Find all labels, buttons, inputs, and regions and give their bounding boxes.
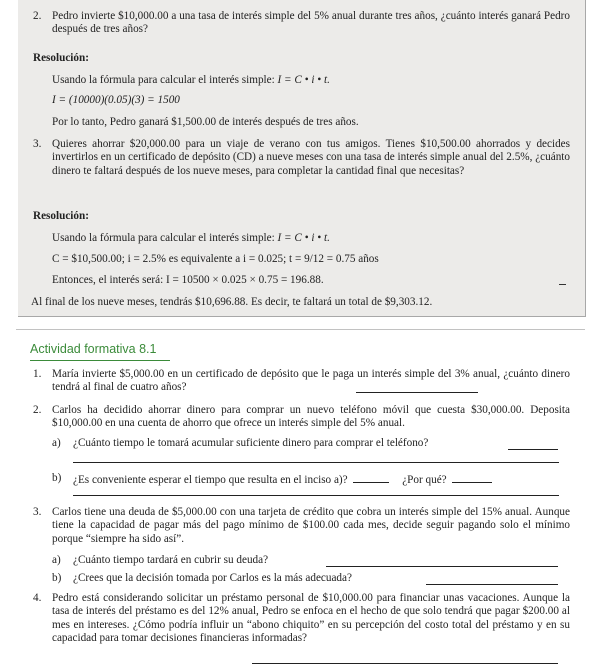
question-2a-answer-line[interactable] <box>73 462 559 463</box>
question-1-number: 1. <box>33 368 42 380</box>
question-3a-text: ¿Cuánto tiempo tardará en cubrir su deuda? <box>73 554 269 566</box>
question-2b-line <box>73 472 563 487</box>
resolution-2-heading: Resolución: <box>33 210 89 222</box>
question-1-text: María invierte $5,000.00 en un certificado de depósito que le paga un interés simple del 3% anual, ¿cuánto dinero tendrá al final de cuatro años? <box>52 368 570 394</box>
question-2b-text: ¿Es conveniente esperar el tiempo que resulta en el inciso a)? <box>73 474 348 486</box>
question-2a-answer-blank[interactable] <box>508 449 558 450</box>
resolution-1-conclusion: Por lo tanto, Pedro ganará $1,500.00 de interés después de tres años. <box>52 116 359 128</box>
decorative-dash <box>559 284 566 285</box>
question-3-text: Carlos tiene una deuda de $5,000.00 con una tarjeta de crédito que cobra un interés simple del 15% anual. Aunque tiene la capacidad de pagar más del pago mínimo de $100.00 cada mes, decide seguir pagando solo el mínimo porque “siempre ha sido así”. <box>52 506 570 545</box>
question-3-number: 3. <box>33 506 42 518</box>
question-2b-why: ¿Por qué? <box>402 474 447 486</box>
question-3b-text: ¿Crees que la decisión tomada por Carlos es la más adecuada? <box>73 572 352 584</box>
activity-title-underline <box>30 360 170 361</box>
question-3a-answer-blank[interactable] <box>326 566 558 567</box>
question-3a-label: a) <box>52 554 61 566</box>
problem-3-text: Quieres ahorrar $20,000.00 para un viaje de verano con tus amigos. Tienes $10,500.00 ahorrados y decides invertirlos en un certificado de depósito (CD) a nueve meses con una tasa de interés simple anual del 2.5%, ¿cuánto dinero te faltará después de los nueve meses, para completar la cantidad final que necesitas? <box>52 138 570 177</box>
question-2b-why-blank[interactable] <box>452 472 492 483</box>
resolution-2-values: C = $10,500.00; i = 2.5% es equivalente a i = 0.025; t = 9/12 = 0.75 años <box>52 253 379 265</box>
question-2b-answer-blank[interactable] <box>353 472 389 483</box>
question-2-text: Carlos ha decidido ahorrar dinero para comprar un nuevo teléfono móvil que cuesta $30,000.00. Deposita $10,000.00 en una cuenta de ahorro que ofrece un interés simple del 5% anual. <box>52 404 570 430</box>
resolution-2-interest: Entonces, el interés será: I = 10500 × 0.025 × 0.75 = 196.88. <box>52 274 324 286</box>
question-2a-label: a) <box>52 437 61 449</box>
problem-2-text: Pedro invierte $10,000.00 a una tasa de interés simple del 5% anual durante tres años, ¿cuánto interés ganará Pedro después de tres años? <box>52 10 570 36</box>
problem-3-number: 3. <box>33 138 42 150</box>
question-3b-answer-blank[interactable] <box>426 584 558 585</box>
resolution-2-final: Al final de los nueve meses, tendrás $10,696.88. Es decir, te faltará un total de $9,303.12. <box>31 296 433 308</box>
resolution-1-calc: I = (10000)(0.05)(3) = 1500 <box>52 94 180 106</box>
resolution-2-formula-line <box>52 232 330 245</box>
activity-title: Actividad formativa 8.1 <box>30 342 157 356</box>
question-2b-label: b) <box>52 472 62 484</box>
formula: I = C • i • t. <box>277 74 330 86</box>
question-4-answer-blank[interactable] <box>252 663 558 664</box>
section-divider <box>16 329 585 330</box>
question-3b-label: b) <box>52 572 62 584</box>
question-1-answer-blank[interactable] <box>356 392 478 393</box>
question-4-text: Pedro está considerando solicitar un préstamo personal de $10,000.00 para financiar unas vacaciones. Aunque la tasa de interés del préstamo es del 12% anual, Pedro se enfoca en el hecho de que solo tendrá que pagar $200.00 al mes en intereses. ¿Cómo podría influir un “abono chiquito” en su percepción del costo total del préstamo y en su capacidad para tomar decisiones financieras informadas? <box>52 592 570 645</box>
resolution-1-formula-line <box>52 74 330 87</box>
question-2-number: 2. <box>33 404 42 416</box>
question-2a-text: ¿Cuánto tiempo le tomará acumular suficiente dinero para comprar el teléfono? <box>73 437 429 449</box>
problem-2-number: 2. <box>33 10 42 22</box>
question-2b-answer-line[interactable] <box>73 495 559 496</box>
formula: I = C • i • t. <box>277 232 330 244</box>
question-4-number: 4. <box>33 592 42 604</box>
formula-intro: Usando la fórmula para calcular el interés simple: <box>52 232 275 244</box>
resolution-1-heading: Resolución: <box>33 52 89 64</box>
formula-intro: Usando la fórmula para calcular el interés simple: <box>52 74 275 86</box>
